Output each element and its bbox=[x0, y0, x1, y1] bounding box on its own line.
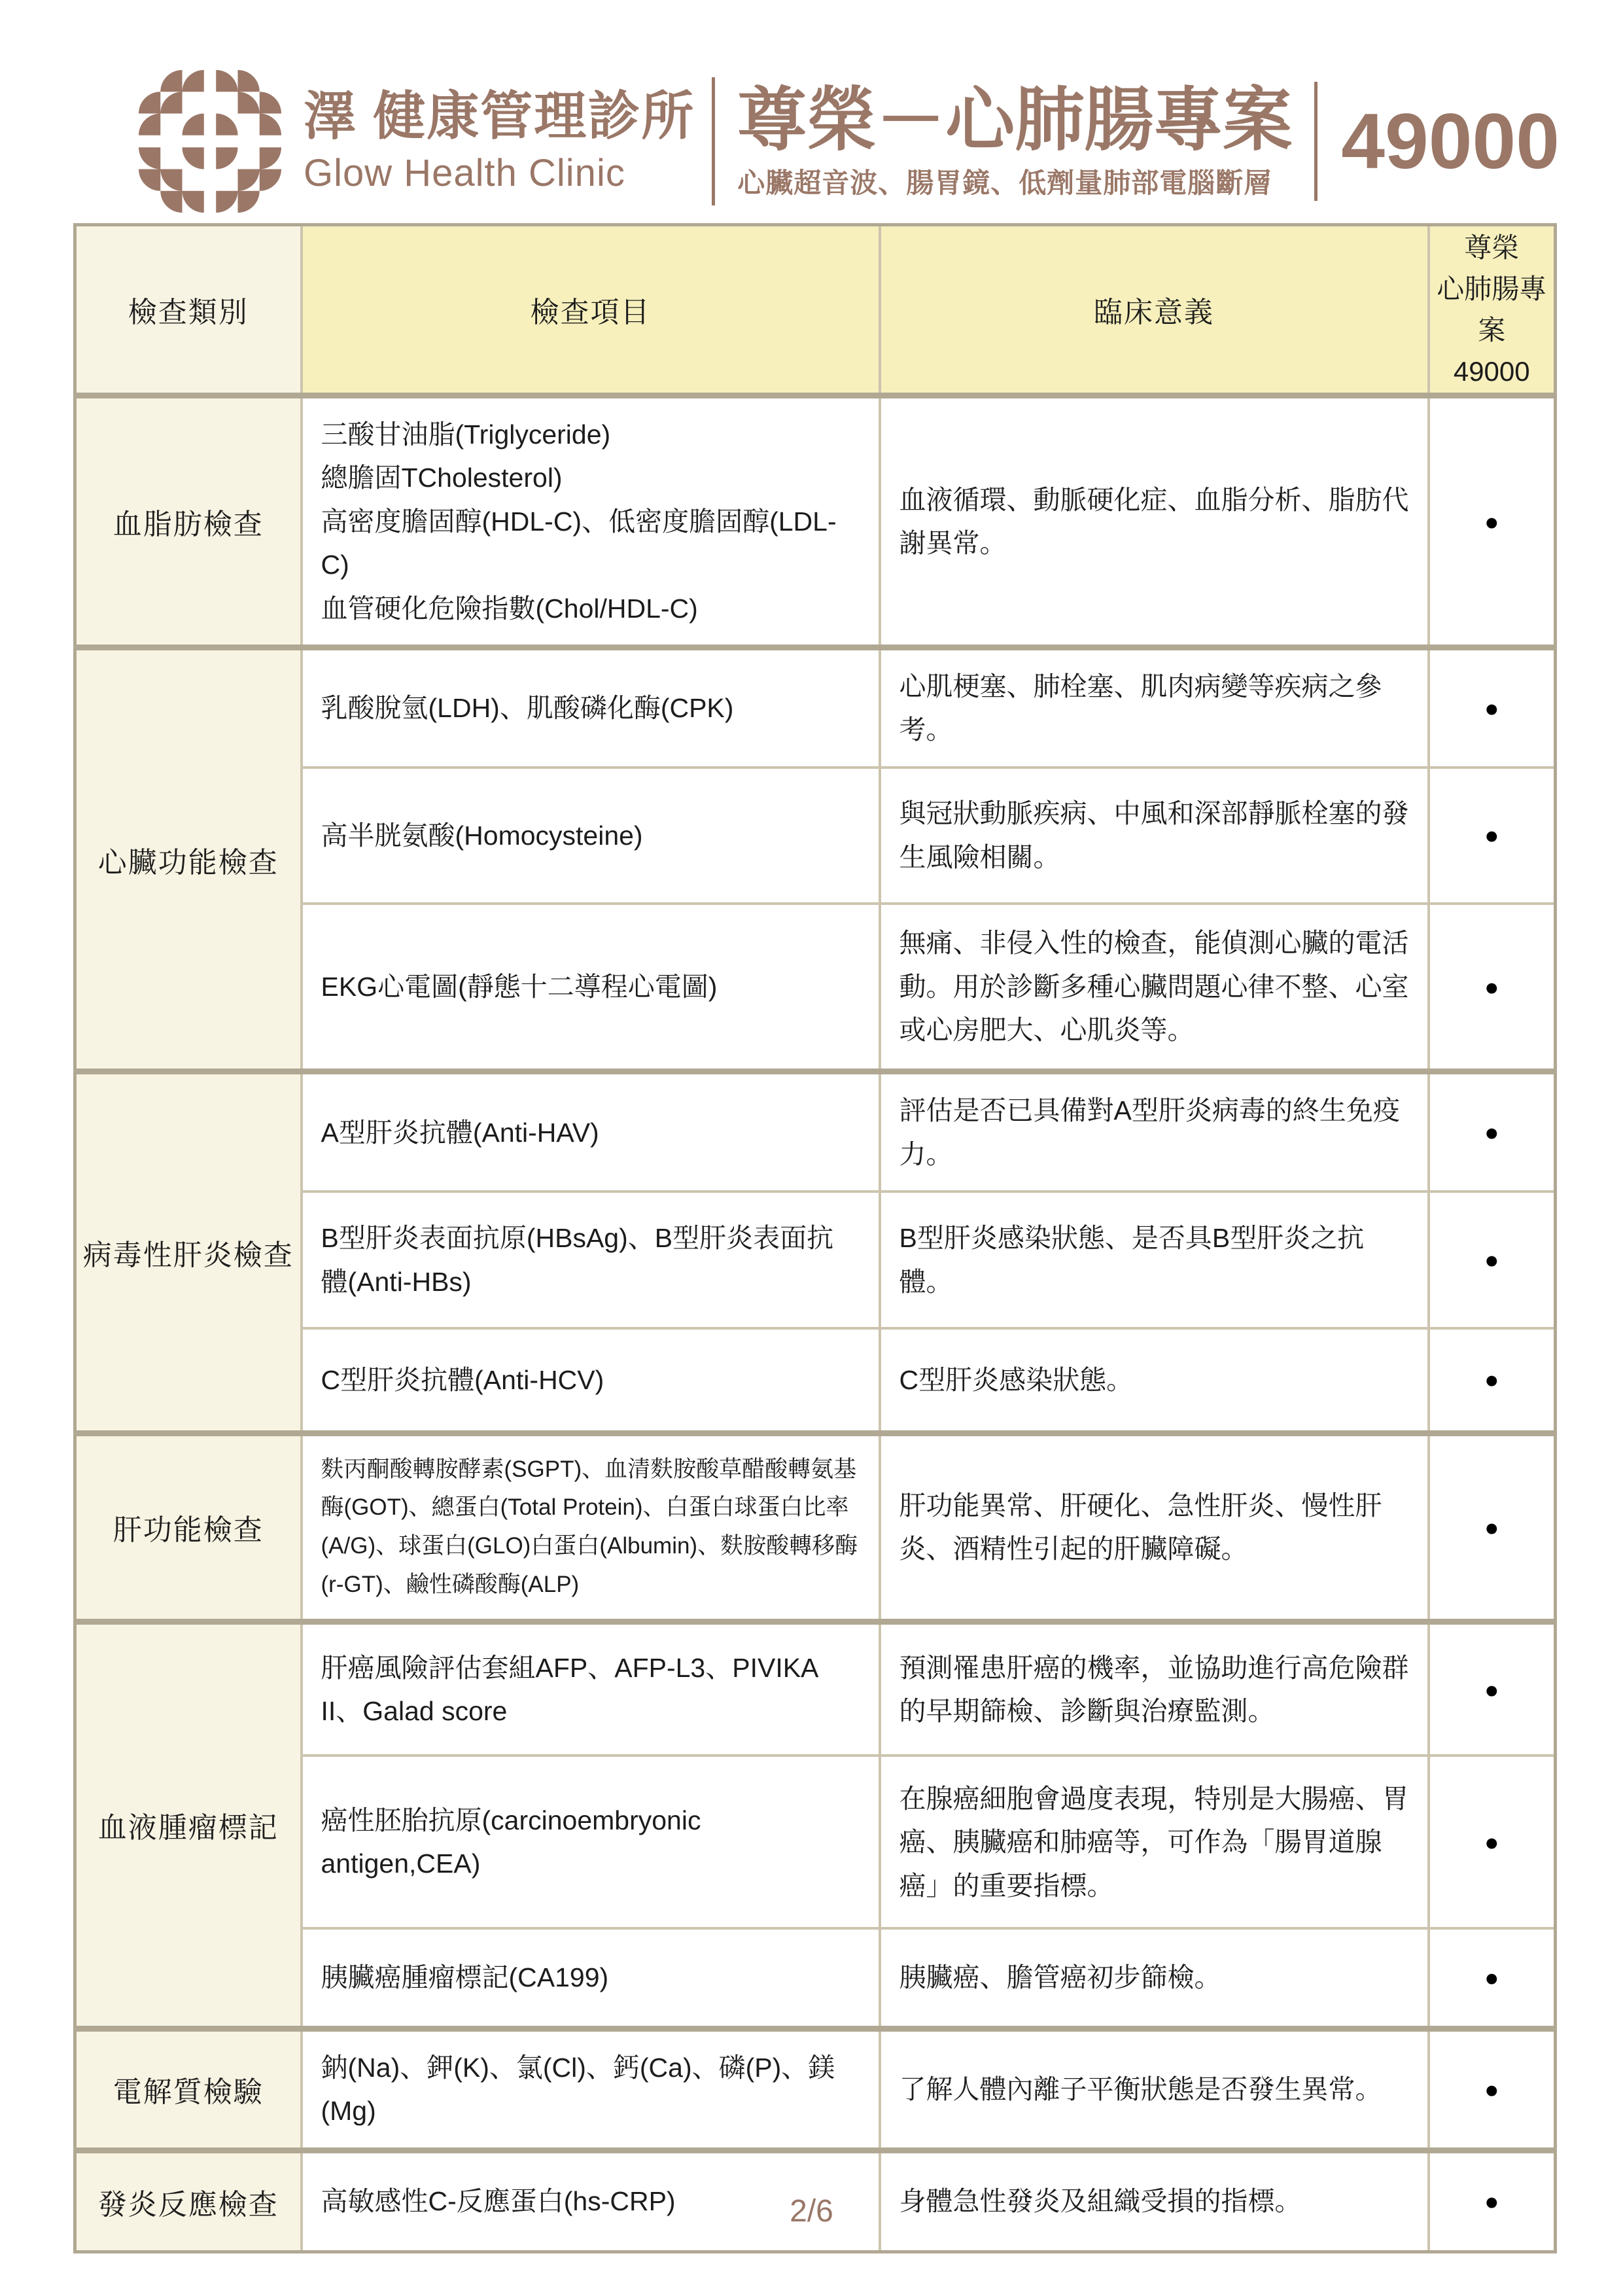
meaning-cell: 評估是否已具備對A型肝炎病毒的終生免疫力。 bbox=[880, 1072, 1429, 1192]
item-cell: B型肝炎表面抗原(HBsAg)、B型肝炎表面抗體(Anti-HBs) bbox=[302, 1192, 880, 1328]
meaning-cell: 預測罹患肝癌的機率，並協助進行高危險群的早期篩檢、診斷與治療監測。 bbox=[880, 1621, 1429, 1756]
table-row bbox=[75, 1621, 1556, 1756]
item-cell: 三酸甘油脂(Triglyceride) 總膽固TCholesterol) 高密度膽固醇(HDL-C)、低密度膽固醇(LDL-C) 血管硬化危險指數(Chol/HDL-C) bbox=[302, 396, 880, 648]
program-subtitle: 心臟超音波、腸胃鏡、低劑量肺部電腦斷層 bbox=[737, 168, 1272, 198]
item-cell: 鈉(Na)、鉀(K)、氯(Cl)、鈣(Ca)、磷(P)、鎂(Mg) bbox=[302, 2028, 880, 2150]
table-row bbox=[75, 396, 1556, 648]
included-cell bbox=[1429, 1621, 1556, 1756]
included-dot-icon: ● bbox=[1484, 694, 1499, 722]
category-cell: 電解質檢驗 bbox=[75, 2028, 302, 2150]
meaning-cell: 在腺癌細胞會過度表現，特別是大腸癌、胃癌、胰臟癌和肺癌等，可作為「腸胃道腺癌」的重要指標。 bbox=[880, 1756, 1429, 1928]
included-dot-icon: ● bbox=[1484, 973, 1499, 1000]
included-dot-icon: ● bbox=[1484, 1246, 1499, 1274]
category-cell: 血脂肪檢查 bbox=[75, 396, 302, 648]
col-header-category: 檢查類別 bbox=[75, 225, 302, 396]
meaning-cell: 肝功能異常、肝硬化、急性肝炎、慢性肝炎、酒精性引起的肝臟障礙。 bbox=[880, 1433, 1429, 1621]
col-header-item: 檢查項目 bbox=[302, 225, 880, 396]
meaning-cell: C型肝炎感染狀態。 bbox=[880, 1328, 1429, 1433]
category-cell: 發炎反應檢查 bbox=[75, 2150, 302, 2252]
included-cell bbox=[1429, 1328, 1556, 1433]
included-cell bbox=[1429, 2028, 1556, 2150]
col-header-meaning: 臨床意義 bbox=[880, 225, 1429, 396]
item-cell: 癌性胚胎抗原(carcinoembryonic antigen,CEA) bbox=[302, 1756, 880, 1928]
category-cell: 心臟功能檢查 bbox=[75, 648, 302, 1072]
exam-table bbox=[73, 223, 1557, 2253]
included-cell bbox=[1429, 1756, 1556, 1928]
meaning-cell: 心肌梗塞、肺栓塞、肌肉病變等疾病之參考。 bbox=[880, 648, 1429, 768]
col-header-plan: 尊榮 心肺腸專案 49000 bbox=[1429, 225, 1556, 396]
program-title: 尊榮－心肺腸專案 bbox=[737, 82, 1293, 159]
brand-divider bbox=[712, 77, 715, 205]
item-cell: 乳酸脫氫(LDH)、肌酸磷化酶(CPK) bbox=[302, 648, 880, 768]
clinic-name-en: Glow Health Clinic bbox=[304, 152, 625, 194]
program-title-block bbox=[737, 82, 1293, 198]
included-dot-icon: ● bbox=[1484, 1676, 1499, 1703]
included-cell bbox=[1429, 904, 1556, 1072]
included-dot-icon: ● bbox=[1484, 1366, 1499, 1394]
meaning-cell: 身體急性發炎及組織受損的指標。 bbox=[880, 2150, 1429, 2252]
included-dot-icon: ● bbox=[1484, 508, 1499, 535]
meaning-cell: 胰臟癌、膽管癌初步篩檢。 bbox=[880, 1928, 1429, 2028]
included-dot-icon: ● bbox=[1484, 1828, 1499, 1856]
category-cell: 肝功能檢查 bbox=[75, 1433, 302, 1621]
meaning-cell: 血液循環、動脈硬化症、血脂分析、脂肪代謝異常。 bbox=[880, 396, 1429, 648]
meaning-cell: B型肝炎感染狀態、是否具B型肝炎之抗體。 bbox=[880, 1192, 1429, 1328]
item-cell: 肝癌風險評估套組AFP、AFP-L3、PIVIKA II、Galad score bbox=[302, 1621, 880, 1756]
included-cell bbox=[1429, 1433, 1556, 1621]
clinic-logo-icon bbox=[139, 67, 281, 216]
clinic-name-block bbox=[304, 87, 695, 194]
table-header-row bbox=[75, 225, 1556, 396]
table-row bbox=[75, 1433, 1556, 1621]
price-divider bbox=[1314, 82, 1318, 201]
included-cell bbox=[1429, 768, 1556, 904]
included-dot-icon: ● bbox=[1484, 1513, 1499, 1541]
category-cell: 血液腫瘤標記 bbox=[75, 1621, 302, 2028]
included-dot-icon: ● bbox=[1484, 2075, 1499, 2103]
table-row bbox=[75, 1072, 1556, 1192]
meaning-cell: 與冠狀動脈疾病、中風和深部靜脈栓塞的發生風險相關。 bbox=[880, 768, 1429, 904]
included-cell bbox=[1429, 396, 1556, 648]
item-cell: 麩丙酮酸轉胺酵素(SGPT)、血清麩胺酸草醋酸轉氨基酶(GOT)、總蛋白(Total Protein)、白蛋白球蛋白比率(A/G)、球蛋白(GLO)白蛋白(Albumin)、麩胺酸轉移酶(r-GT)、鹼性磷酸酶(ALP) bbox=[302, 1433, 880, 1621]
page-number: 2/6 bbox=[790, 2194, 833, 2229]
included-cell bbox=[1429, 1928, 1556, 2028]
table-row bbox=[75, 648, 1556, 768]
item-cell: 高半胱氨酸(Homocysteine) bbox=[302, 768, 880, 904]
included-cell bbox=[1429, 1192, 1556, 1328]
table-row bbox=[75, 2028, 1556, 2150]
included-dot-icon: ● bbox=[1484, 2188, 1499, 2216]
program-price: 49000 bbox=[1341, 97, 1560, 185]
meaning-cell: 無痛、非侵入性的檢查，能偵測心臟的電活動。用於診斷多種心臟問題心律不整、心室或心房肥大、心肌炎等。 bbox=[880, 904, 1429, 1072]
included-cell bbox=[1429, 1072, 1556, 1192]
item-cell: A型肝炎抗體(Anti-HAV) bbox=[302, 1072, 880, 1192]
item-cell: 高敏感性C-反應蛋白(hs-CRP) bbox=[302, 2150, 880, 2252]
included-dot-icon: ● bbox=[1484, 822, 1499, 849]
included-dot-icon: ● bbox=[1484, 1964, 1499, 1992]
brand-header bbox=[139, 63, 1560, 220]
clinic-name-zh: 澤 健康管理診所 bbox=[304, 87, 695, 145]
included-dot-icon: ● bbox=[1484, 1119, 1499, 1146]
item-cell: 胰臟癌腫瘤標記(CA199) bbox=[302, 1928, 880, 2028]
category-cell: 病毒性肝炎檢查 bbox=[75, 1072, 302, 1433]
meaning-cell: 了解人體內離子平衡狀態是否發生異常。 bbox=[880, 2028, 1429, 2150]
item-cell: EKG心電圖(靜態十二導程心電圖) bbox=[302, 904, 880, 1072]
included-cell bbox=[1429, 648, 1556, 768]
item-cell: C型肝炎抗體(Anti-HCV) bbox=[302, 1328, 880, 1433]
